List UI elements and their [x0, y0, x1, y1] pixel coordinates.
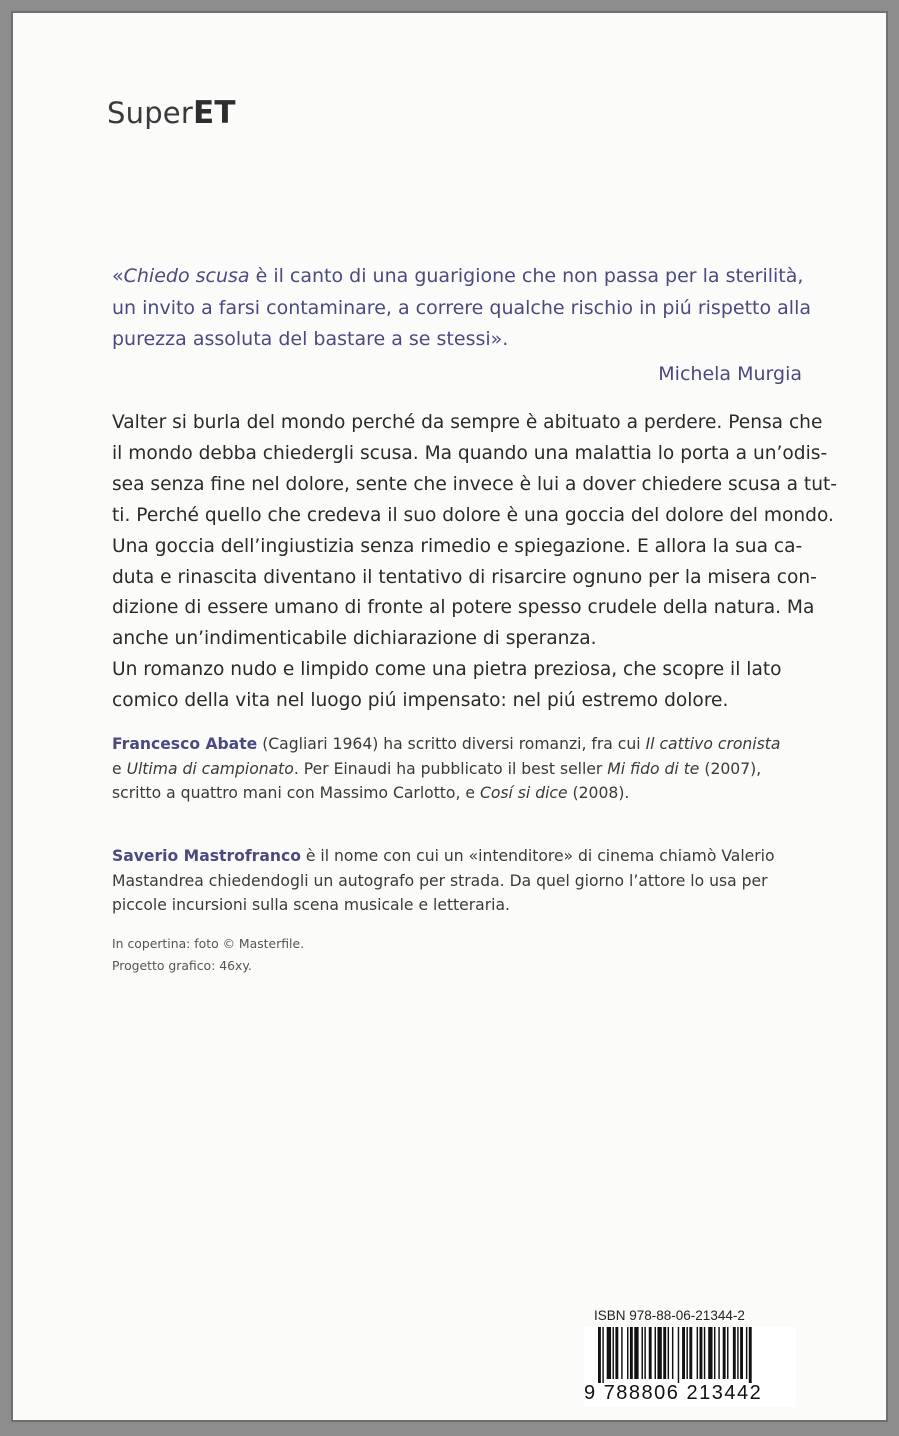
bio1-book-title: Mi fido di te [607, 759, 700, 778]
barcode-bar [678, 1327, 679, 1383]
blurb-line: Un romanzo nudo e limpido come una pietra preziosa, che scopre il lato [112, 659, 782, 681]
blurb-line: Una goccia dell’ingiustizia senza rimedio e spiegazione. E allora la sua ca- [112, 535, 803, 557]
review-quote [112, 261, 811, 390]
isbn-label: ISBN 978-88-06-21344-2 [594, 1308, 745, 1323]
quote-author: Michela Murgia [658, 362, 802, 385]
barcode-bar [649, 1327, 652, 1379]
barcode-bar [655, 1327, 656, 1379]
barcode-bar [723, 1327, 726, 1379]
barcode-bar [615, 1327, 618, 1379]
author-bio [112, 732, 802, 806]
barcode-bar [740, 1327, 743, 1379]
blurb-line: ti. Perché quello che credeva il suo dolore è una goccia del dolore del mondo. [112, 504, 834, 526]
barcode-bar [598, 1327, 601, 1383]
bio1-text: (2008). [567, 784, 630, 803]
credits [112, 933, 304, 977]
bio1-line-2 [112, 757, 802, 782]
quote-line-1 [112, 261, 802, 293]
barcode-bar [689, 1327, 692, 1379]
quote-line-3: purezza assoluta del bastare a se stessi». [112, 328, 509, 350]
blurb-line: dizione di essere umano di fronte al potere spesso crudele della natura. Ma [112, 597, 815, 619]
barcode-bar [697, 1327, 698, 1379]
blurb-line: Valter si burla del mondo perché da sempre è abituato a perdere. Pensa che [112, 412, 823, 433]
illustrator-name: Saverio Mastrofranco [112, 847, 301, 865]
barcode-bar [746, 1327, 747, 1379]
barcode-bar [644, 1327, 645, 1379]
barcode-bar [634, 1327, 638, 1379]
bio1-text: (Cagliari 1964) ha scritto diversi romanzi, fra cui [257, 735, 646, 753]
barcode-bar [663, 1327, 666, 1379]
bio2-text: è il nome con cui un «intenditore» di cinema chiamò Valerio [300, 847, 775, 865]
barcode-bar [704, 1327, 705, 1379]
bio1-text: (2007), [699, 759, 762, 778]
blurb-line: duta e rinascita diventano il tentativo di risarcire ognuno per la misera con- [112, 566, 817, 588]
barcode-bar [749, 1327, 752, 1383]
barcode-bar [642, 1327, 643, 1379]
bio1-line-1 [112, 732, 802, 757]
barcode-bar [607, 1327, 611, 1379]
blurb-line: il mondo debba chiedergli scusa. Ma quando una malattia lo porta a un’odis- [112, 442, 828, 464]
barcode-bar [700, 1327, 703, 1379]
publisher-logo [107, 95, 236, 131]
logo-super: Super [107, 96, 193, 130]
bio2-line-2: Mastandrea chiedendogli un autografo per strada. Da quel giorno l’attore lo usa per [112, 871, 768, 890]
barcode-bar [737, 1327, 738, 1379]
barcode-bar [657, 1327, 661, 1379]
book-blurb [112, 408, 838, 717]
barcode-bar [682, 1327, 685, 1379]
bio1-line-3 [112, 781, 802, 806]
barcode-bar [714, 1327, 715, 1379]
quote-open-mark: « [112, 265, 124, 287]
cover-credit: In copertina: foto © Masterfile. [112, 936, 305, 951]
bio1-text: . Per Einaudi ha pubblicato il best seller [293, 759, 608, 778]
bio2-line-3: piccole incursioni sulla scena musicale e letteraria. [112, 896, 510, 915]
barcode-bar [602, 1327, 603, 1383]
blurb-line: comico della vita nel luogo piú impensato: nel piú estremo dolore. [112, 690, 729, 712]
illustrator-bio [112, 844, 802, 918]
quote-book-title: Chiedo scusa [123, 265, 250, 287]
barcode-bars [584, 1327, 796, 1383]
barcode-bar [733, 1327, 736, 1379]
quote-line-1-text: è il canto di una guarigione che non passa per la sterilità, [249, 265, 804, 287]
barcode-bar [708, 1327, 712, 1379]
barcode-bar [718, 1327, 719, 1379]
barcode-bar [630, 1327, 633, 1379]
quote-line-2: un invito a farsi contaminare, a correre qualche rischio in piú rispetto alla [112, 296, 811, 319]
barcode-bar [727, 1327, 728, 1379]
design-credit: Progetto grafico: 46xy. [112, 958, 252, 973]
barcode-bar [672, 1327, 673, 1379]
barcode-bar [621, 1327, 622, 1379]
barcode-bar [668, 1327, 669, 1379]
back-cover [11, 11, 888, 1422]
bio1-book-title: Cosí si dice [479, 784, 568, 803]
bio1-text: scritto a quattro mani con Massimo Carlotto, e [112, 784, 480, 803]
bio1-text: e [112, 759, 127, 778]
bio2-line-1 [112, 844, 802, 869]
author-name: Francesco Abate [112, 735, 258, 753]
blurb-line: anche un’indimenticabile dichiarazione di speranza. [112, 628, 597, 650]
barcode-digits: 9 788806 213442 [584, 1382, 763, 1404]
blurb-line: sea senza fine nel dolore, sente che invece è lui a dover chiedere scusa a tut- [112, 473, 838, 495]
bio1-book-title: Il cattivo cronista [645, 735, 781, 753]
barcode-bar [613, 1327, 614, 1379]
barcode-bar [686, 1327, 687, 1379]
bio1-book-title: Ultima di campionato [126, 759, 294, 778]
logo-et: ET [192, 95, 236, 131]
barcode-bar [627, 1327, 628, 1379]
